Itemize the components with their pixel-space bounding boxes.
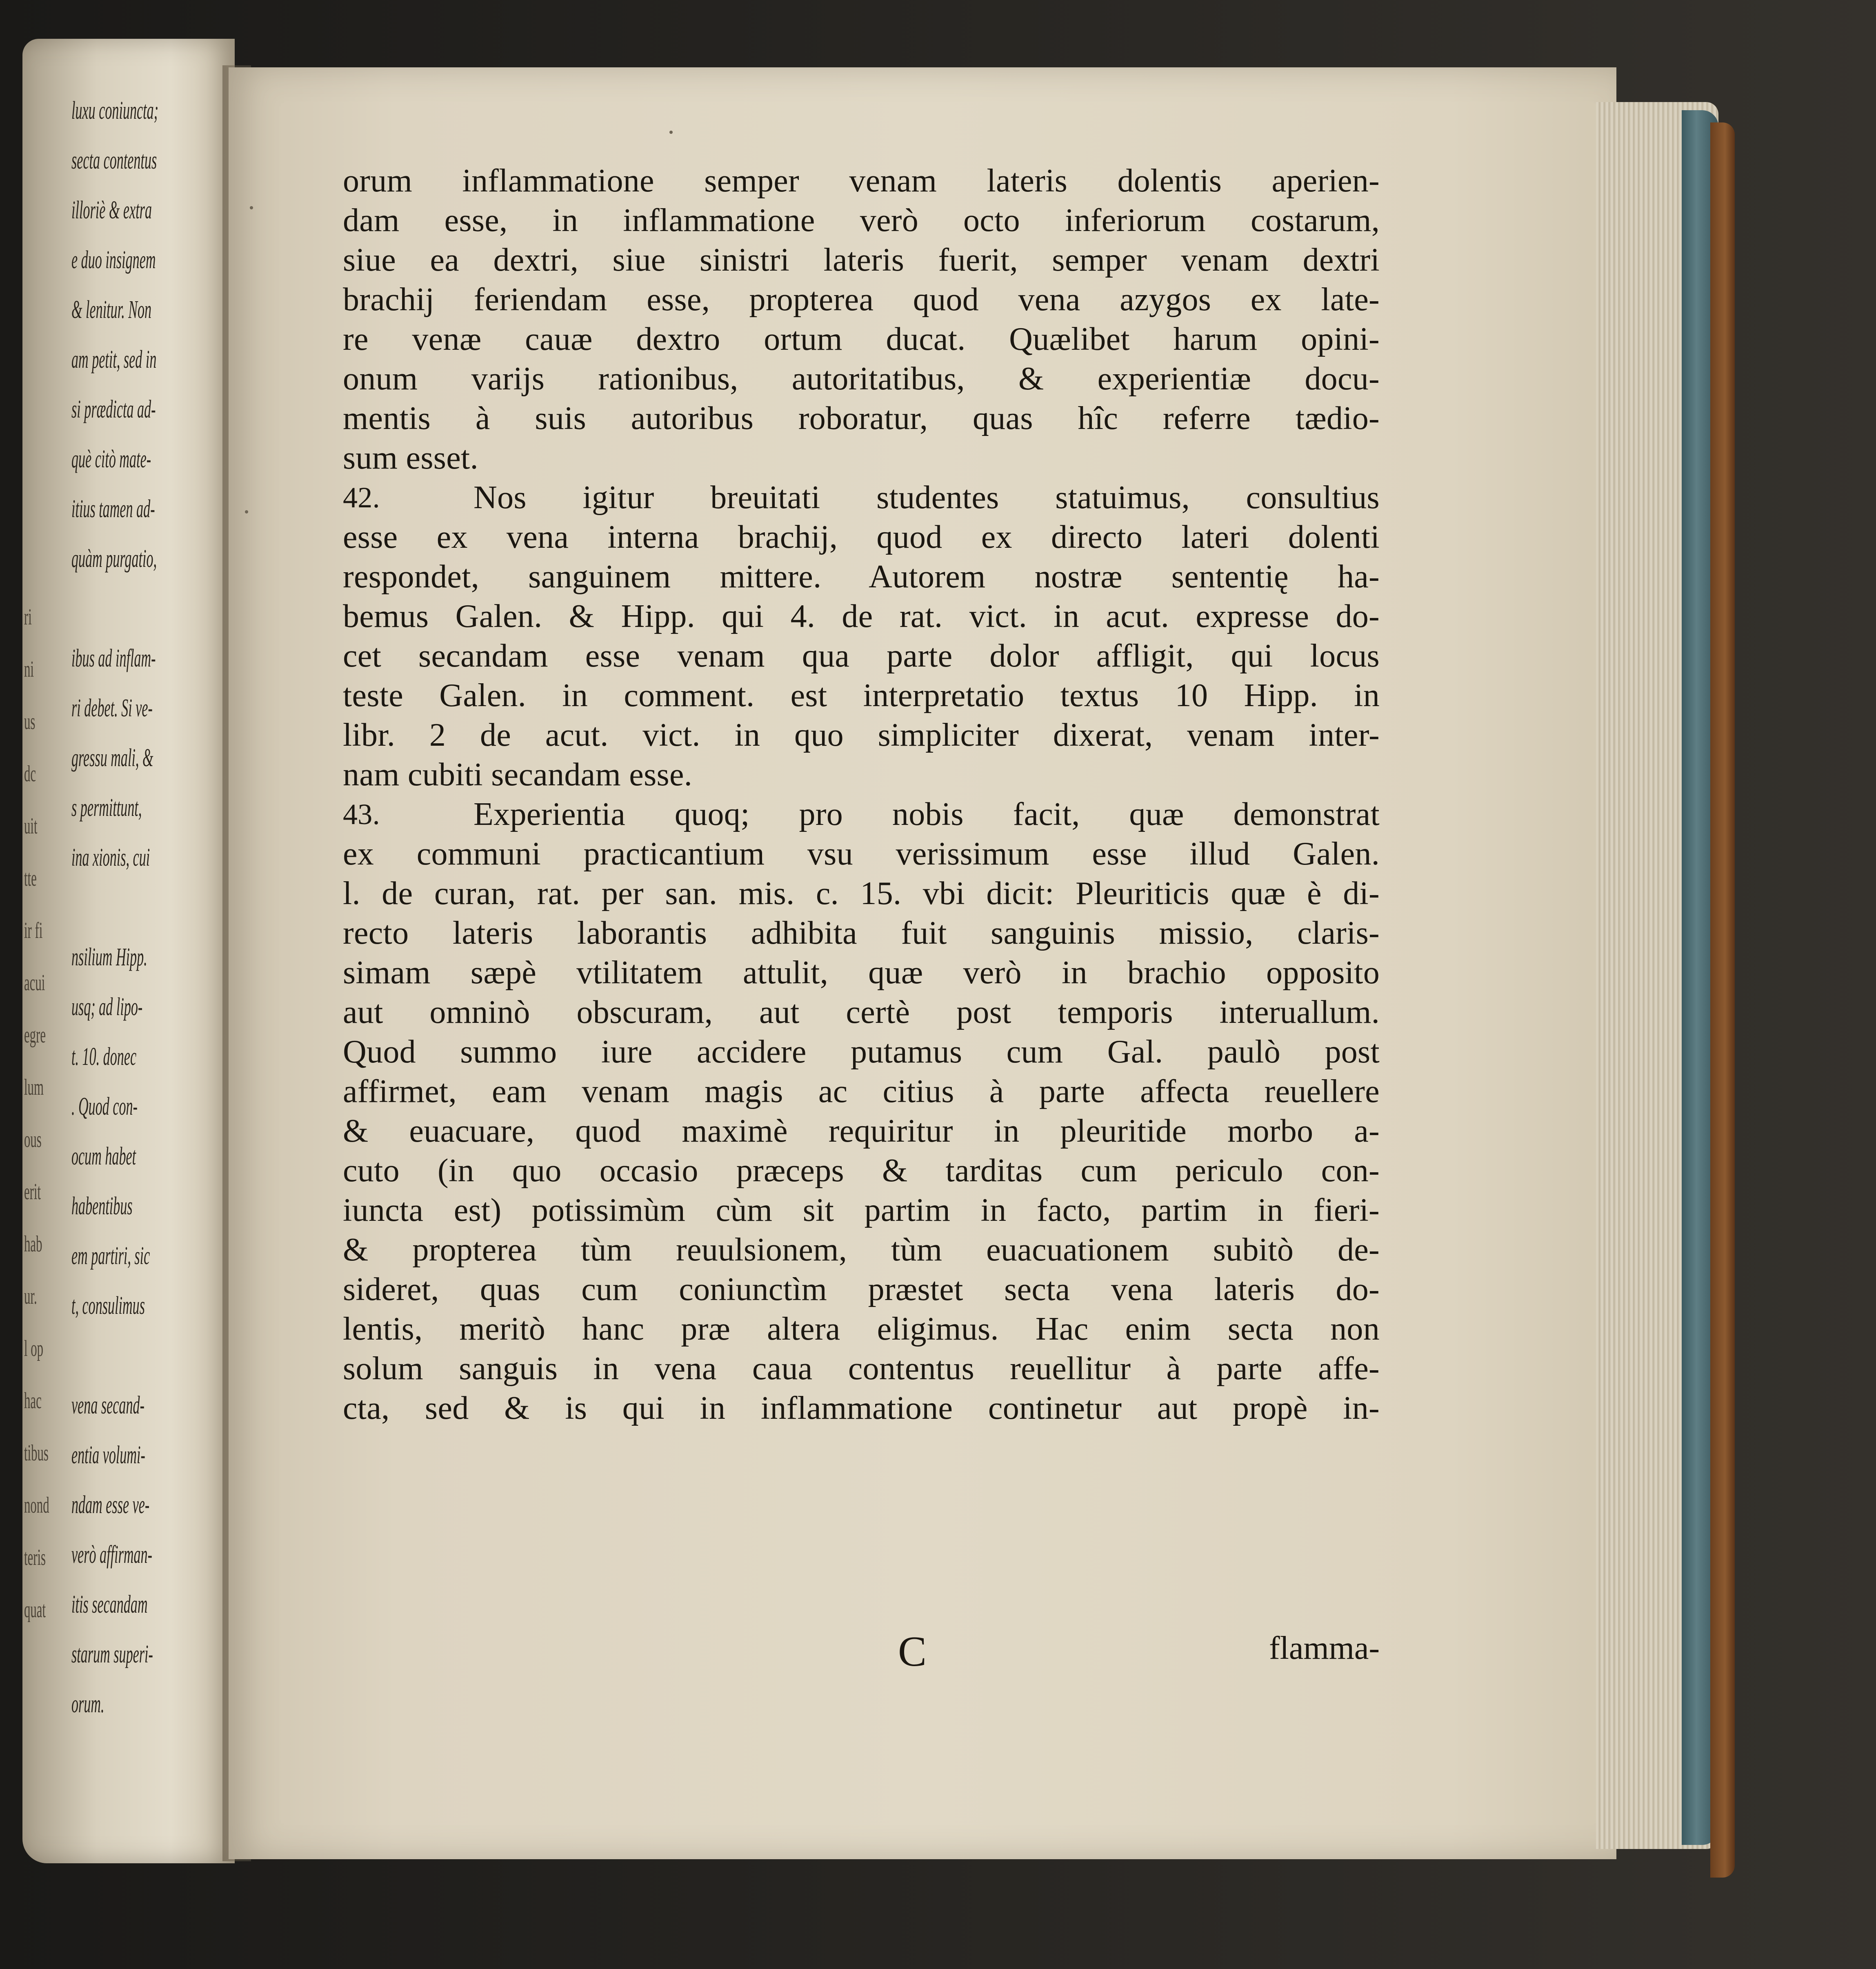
left-margin-fragment: ri xyxy=(24,604,32,630)
left-margin-fragment: dc xyxy=(24,761,36,787)
left-margin-fragment: hac xyxy=(24,1388,42,1413)
text-line: simam sæpè vtilitatem attulit, quæ verò in brachio opposito xyxy=(343,955,1380,991)
left-page-line: vena secand- xyxy=(71,1391,144,1419)
signature-mark: C xyxy=(898,1627,927,1675)
text-line: & euacuare, quod maximè requiritur in pleuritide morbo a- xyxy=(343,1113,1380,1149)
left-margin-fragment: ur. xyxy=(24,1284,37,1309)
text-line: dam esse, in inflammatione verò octo inferiorum costarum, xyxy=(343,202,1380,238)
text-line: mentis à suis autoribus roboratur, quas hîc referre tædio- xyxy=(343,400,1380,436)
text-line: cet secandam esse venam qua parte dolor affligit, qui locus xyxy=(343,638,1380,674)
left-page-line: t. 10. donec xyxy=(71,1043,137,1071)
catchword: flamma- xyxy=(1269,1630,1380,1666)
paragraph-42 xyxy=(343,478,1380,795)
left-page-line: què citò mate- xyxy=(71,445,151,473)
left-page-line: verò affirman- xyxy=(71,1541,152,1569)
text-line: nam cubiti secandam esse. xyxy=(343,757,693,793)
text-line: lentis, meritò hanc præ altera eligimus. Hac enim secta non xyxy=(343,1311,1380,1347)
left-page-line: ocum habet xyxy=(71,1142,136,1170)
left-margin-fragment: tibus xyxy=(24,1440,49,1466)
text-line-content: Experientia quoq; pro nobis facit, quæ demonstrat xyxy=(473,796,1380,832)
leather-cover-edge xyxy=(1710,122,1735,1878)
left-margin-fragment: hab xyxy=(24,1231,42,1257)
text-line: recto lateris laborantis adhibita fuit sanguinis missio, claris- xyxy=(343,915,1380,951)
text-line: aut omninò obscuram, aut certè post temporis interuallum. xyxy=(343,994,1380,1030)
left-margin-fragment: erit xyxy=(24,1179,41,1205)
text-line: cuto (in quo occasio præceps & tarditas cum periculo con- xyxy=(343,1153,1380,1189)
left-page-line: gressu mali, & xyxy=(71,744,153,772)
text-line: l. de curan, rat. per san. mis. c. 15. vbi dicit: Pleuriticis quæ è di- xyxy=(343,876,1380,911)
paragraph-number: 42. xyxy=(343,481,380,514)
left-page-line: ri debet. Si ve- xyxy=(71,694,153,722)
left-page-line: itis secandam xyxy=(71,1591,148,1618)
text-line-content: Nos igitur breuitati studentes statuimus, consultius xyxy=(473,480,1380,516)
left-page-line: orum. xyxy=(71,1690,104,1718)
text-line: solum sanguis in vena caua contentus reuellitur à parte affe- xyxy=(343,1351,1380,1387)
left-margin-fragment: nond xyxy=(24,1493,49,1518)
left-page-line: itius tamen ad- xyxy=(71,495,155,523)
main-text-block xyxy=(343,161,1380,1428)
opening-paragraph xyxy=(343,161,1380,478)
left-page-line: ina xionis, cui xyxy=(71,844,150,871)
left-page-line: illoriè & extra xyxy=(71,196,152,224)
paragraph-number: 43. xyxy=(343,798,380,831)
text-line: Quod summo iure accidere putamus cum Gal. paulò post xyxy=(343,1034,1380,1070)
paper-speck xyxy=(250,206,253,209)
left-page-line: starum superi- xyxy=(71,1640,153,1668)
text-line: & propterea tùm reuulsionem, tùm euacuationem subitò de- xyxy=(343,1232,1380,1268)
left-margin-fragment: lum xyxy=(24,1075,44,1100)
left-page-line: luxu coniuncta; xyxy=(71,97,159,124)
left-page-line: am petit, sed in xyxy=(71,346,157,373)
left-margin-fragment: uit xyxy=(24,813,38,839)
left-page-line: & lenitur. Non xyxy=(71,296,152,324)
text-line: teste Galen. in comment. est interpretatio textus 10 Hipp. in xyxy=(343,678,1380,713)
left-page-line: . Quod con- xyxy=(71,1093,138,1120)
left-margin-fragment: teris xyxy=(24,1545,46,1570)
left-margin-fragment: acui xyxy=(24,970,45,996)
paragraph-43 xyxy=(343,795,1380,1428)
left-margin-fragment: quat xyxy=(24,1597,46,1622)
left-page-line: ibus ad inflam- xyxy=(71,644,156,672)
left-margin-fragment: ous xyxy=(24,1127,42,1152)
text-line xyxy=(343,478,1380,518)
left-page-line: em partiri, sic xyxy=(71,1242,150,1270)
left-margin-fragment: l op xyxy=(24,1336,44,1361)
text-line: esse ex vena interna brachij, quod ex directo lateri dolenti xyxy=(343,519,1380,555)
text-line: iuncta est) potissimùm cùm sit partim in facto, partim in fieri- xyxy=(343,1192,1380,1228)
text-line: ex communi practicantium vsu verissimum esse illud Galen. xyxy=(343,836,1380,872)
text-line: libr. 2 de acut. vict. in quo simpliciter dixerat, venam inter- xyxy=(343,717,1380,753)
text-line: siue ea dextri, siue sinistri lateris fuerit, semper venam dextri xyxy=(343,242,1380,278)
left-page-line: secta contentus xyxy=(71,147,157,174)
page-footer xyxy=(343,1627,1380,1675)
left-page-line: nsilium Hipp. xyxy=(71,943,147,971)
text-line: re venæ cauæ dextro ortum ducat. Quælibet harum opini- xyxy=(343,321,1380,357)
left-margin-fragment: tte xyxy=(24,866,37,891)
text-line: affirmet, eam venam magis ac citius à parte affecta reuellere xyxy=(343,1073,1380,1109)
left-page-line: si prædicta ad- xyxy=(71,396,156,423)
left-facing-page xyxy=(22,39,235,1863)
paper-speck xyxy=(669,131,673,134)
left-page-line: usq; ad lipo- xyxy=(71,993,143,1021)
paper-speck xyxy=(245,510,248,513)
text-line: sum esset. xyxy=(343,440,478,476)
text-line: onum varijs rationibus, autoritatibus, & experientiæ docu- xyxy=(343,361,1380,397)
left-page-line: entia volumi- xyxy=(71,1441,145,1469)
text-line xyxy=(343,795,1380,834)
left-margin-fragment: ni xyxy=(24,657,34,682)
left-margin-fragment: ir fi xyxy=(24,918,43,943)
left-page-line: t, consulimus xyxy=(71,1292,145,1320)
text-line: sideret, quas cum coniunctìm præstet secta vena lateris do- xyxy=(343,1271,1380,1307)
left-page-line: ndam esse ve- xyxy=(71,1491,150,1519)
left-page-line: s permittunt, xyxy=(71,794,142,822)
text-line: bemus Galen. & Hipp. qui 4. de rat. vict. in acut. expresse do- xyxy=(343,598,1380,634)
left-margin-fragment: us xyxy=(24,709,36,734)
left-page-line: quàm purgatio, xyxy=(71,545,157,573)
text-line: respondet, sanguinem mittere. Autorem nostræ sententię ha- xyxy=(343,559,1380,595)
left-page-line: e duo insignem xyxy=(71,246,156,274)
text-line: brachij feriendam esse, propterea quod vena azygos ex late- xyxy=(343,282,1380,318)
text-line: cta, sed & is qui in inflammatione continetur aut propè in- xyxy=(343,1390,1380,1426)
left-page-line: habentibus xyxy=(71,1192,133,1220)
text-line: orum inflammatione semper venam lateris dolentis aperien- xyxy=(343,163,1380,199)
left-margin-fragment: egre xyxy=(24,1022,46,1048)
